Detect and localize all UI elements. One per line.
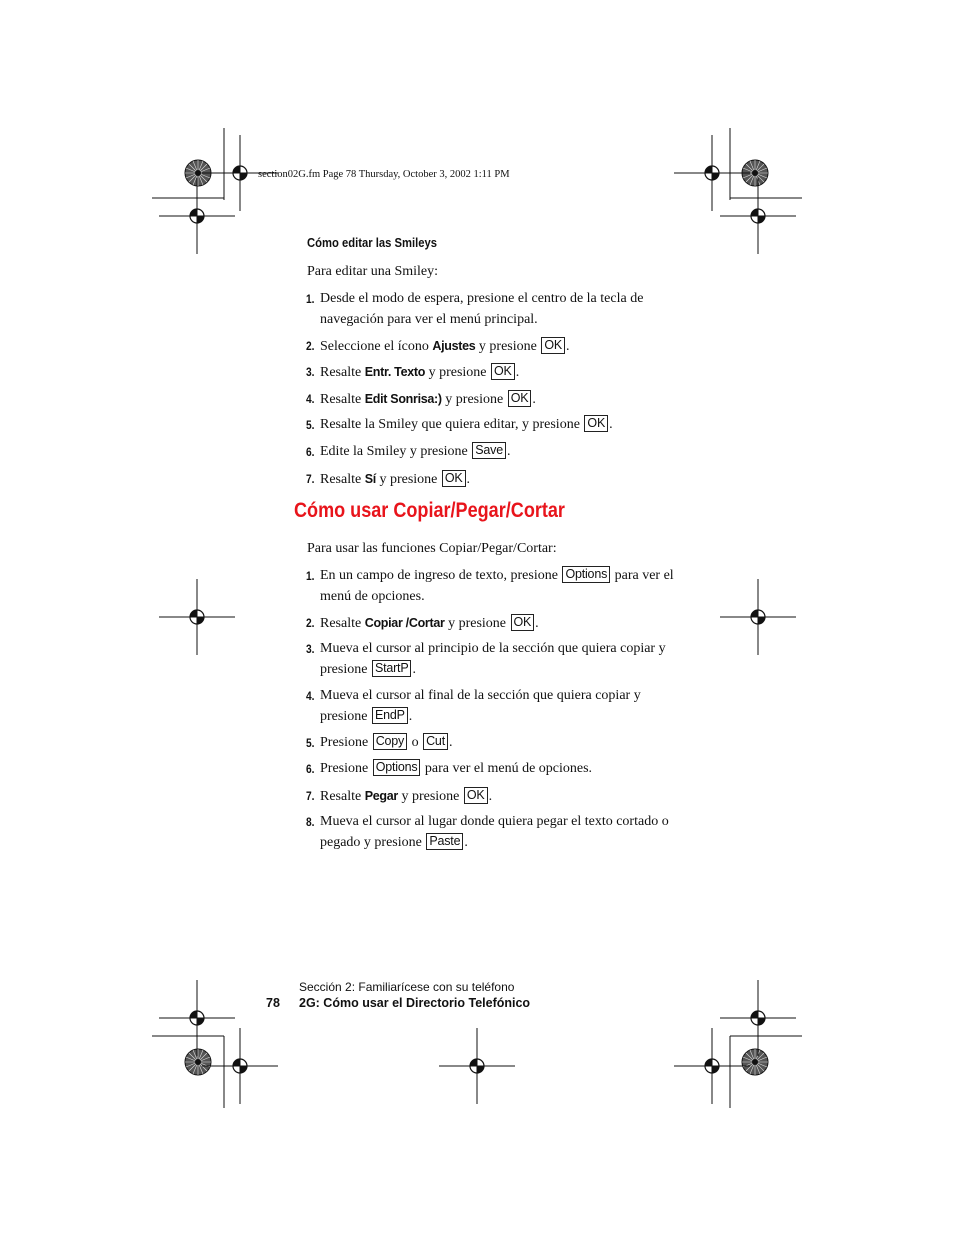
step-text-part: Resalte [320,789,365,804]
step-text [320,415,691,436]
step-text-part: . [535,616,539,631]
step-number: 6. [306,762,315,776]
step-item [306,566,691,607]
step-text-part: . [448,735,453,750]
softkey-label: OK [584,415,608,432]
softkey-label: Options [373,759,421,776]
step-text [320,389,691,411]
step-text-part: . [532,392,536,407]
step-number: 4. [306,689,315,703]
step-item [306,289,691,330]
step-text-part: . [609,417,613,432]
step-text-part: Mueva el cursor al principio de la sección que quiera copiar y presione [320,641,666,677]
step-text [320,812,691,853]
step-text [320,639,691,680]
step-text-part: y presione [397,789,463,804]
step-number: 7. [306,789,315,803]
softkey-label: OK [442,470,466,487]
step-text-part: Resalte [320,392,365,407]
step-text [320,686,691,727]
step-item [306,686,691,727]
softkey-label: OK [464,787,488,804]
step-text-part: . [408,708,413,724]
step-text-part: . [466,472,471,487]
softkey-label: Save [472,442,506,459]
step-text-part: Resalte [320,365,365,380]
step-number: 1. [306,292,315,306]
step-number: 6. [306,445,315,459]
softkey-label: OK [491,363,515,380]
step-number: 5. [306,736,315,750]
step-text-part: Seleccione el ícono [320,339,433,354]
softkey-label: OK [511,614,535,631]
step-text-part: En un campo de ingreso de texto, presione [320,568,562,583]
softkey-label: Options [562,566,610,583]
step-text-part: y presione [441,392,507,407]
step-text [320,613,691,635]
step-text-part: y presione [375,472,441,487]
step-item [306,362,691,384]
footer-section-line: Sección 2: Familiarícese con su teléfono [299,980,515,994]
footer-chapter-line: 2G: Cómo usar el Directorio Telefónico [299,996,531,1010]
step-text-part: . [566,339,570,354]
step-text-part: Resalte [320,616,365,631]
menu-item-name: Sí [364,472,376,486]
step-text-part: Desde el modo de espera, presione el centro de la tecla de navegación para ver el menú principal. [320,291,644,327]
step-number: 3. [306,642,315,656]
section-intro-smileys: Para editar una Smiley: [307,264,439,279]
step-text [320,733,691,754]
softkey-label: StartP [372,660,412,677]
softkey-label: OK [508,390,532,407]
step-text [320,336,691,358]
step-text [320,442,691,463]
step-number: 3. [306,365,315,379]
step-text-part: Mueva el cursor al final de la sección que quiera copiar y presione [320,688,641,724]
step-item [306,759,691,780]
step-text-part: . [506,444,511,459]
step-text-part: para ver el menú de opciones. [320,568,674,604]
step-text-part: Presione [320,761,372,776]
softkey-label: Paste [426,833,463,850]
step-item [306,613,691,635]
step-number: 7. [306,472,315,486]
step-text-part: Resalte [320,472,365,487]
step-text-part: . [412,661,416,677]
step-text-part: y presione [425,365,491,380]
step-text-part: Edite la Smiley y presione [320,444,472,459]
step-text [320,469,691,491]
step-number: 4. [306,392,315,406]
section-intro-copy-paste: Para usar las funciones Copiar/Pegar/Cortar: [307,541,557,556]
step-text [320,362,691,384]
step-text [320,289,691,330]
step-item [306,389,691,411]
softkey-label: Copy [373,733,407,750]
step-text-part: o [408,735,423,750]
print-slug: section02G.fm Page 78 Thursday, October 3, 2002 1:11 PM [258,169,510,180]
step-item [306,469,691,491]
section-heading-copy-paste: Cómo usar Copiar/Pegar/Cortar [294,499,565,522]
step-number: 2. [306,616,315,630]
step-item [306,442,691,463]
softkey-label: Cut [423,733,448,750]
page-number: 78 [266,996,280,1010]
menu-item-name: Entr. Texto [364,365,426,379]
step-item [306,786,691,808]
step-text-part: . [488,789,493,804]
step-number: 2. [306,339,315,353]
softkey-label: OK [541,337,565,354]
softkey-label: EndP [372,707,408,724]
step-item [306,415,691,436]
menu-item-name: Edit Sonrisa:) [364,392,442,406]
step-text-part: Resalte la Smiley que quiera editar, y presione [320,417,584,432]
step-text-part: Mueva el cursor al lugar donde quiera pegar el texto cortado o pegado y presione [320,814,669,850]
step-number: 1. [306,569,315,583]
menu-item-name: Ajustes [432,339,476,353]
step-text-part: . [515,365,520,380]
section-heading-smileys: Cómo editar las Smileys [307,236,438,250]
step-text [320,759,691,780]
step-text-part: Presione [320,735,372,750]
step-text [320,566,691,607]
step-number: 8. [306,815,315,829]
step-item [306,733,691,754]
step-text-part: para ver el menú de opciones. [421,761,593,776]
step-text [320,786,691,808]
step-item [306,812,691,853]
menu-item-name: Copiar /Cortar [364,616,445,630]
step-text-part: . [464,834,468,850]
step-item [306,639,691,680]
menu-item-name: Pegar [364,789,398,803]
step-text-part: y presione [475,339,541,354]
step-item [306,336,691,358]
step-text-part: y presione [444,616,510,631]
step-number: 5. [306,418,315,432]
